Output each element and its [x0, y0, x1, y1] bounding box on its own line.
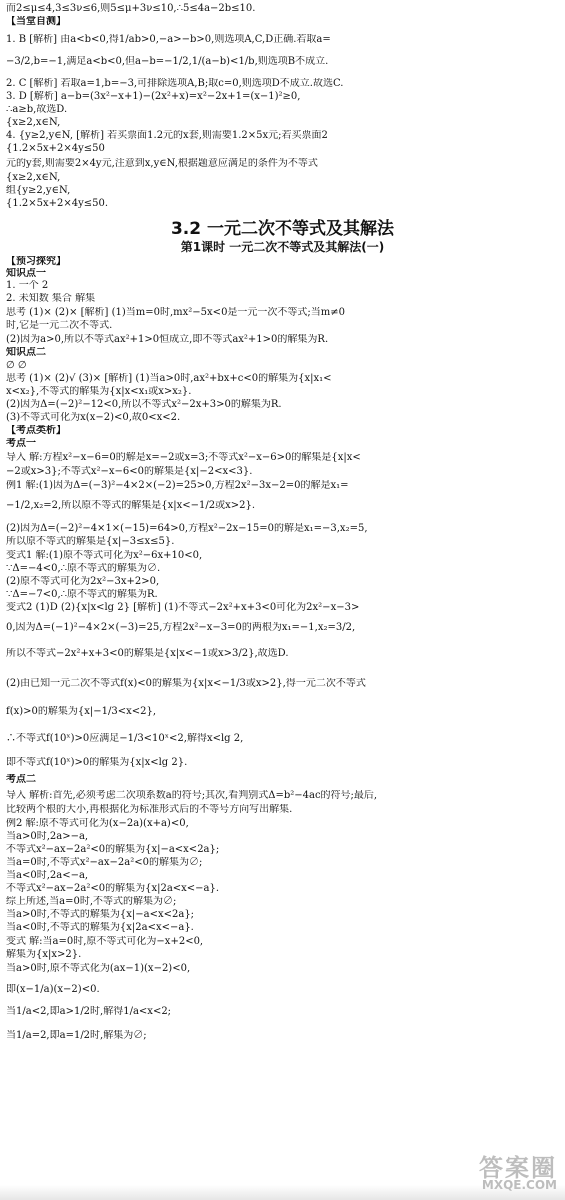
text-line: (3)不等式可化为x(x−2)<0,故0<x<2.	[6, 412, 181, 423]
text-line: 当a>0时,原不等式化为(ax−1)(x−2)<0,	[6, 963, 191, 974]
text-line: 2. 未知数 集合 解集	[6, 293, 96, 304]
text-line: 当a>0时,不等式的解集为{x|−a<x<2a};	[6, 909, 195, 920]
text-line: 当a<0时,不等式的解集为{x|2a<x<−a}.	[6, 922, 194, 933]
text-line: ∴a≥b,故选D.	[6, 104, 68, 115]
subsection-heading: 知识点二	[6, 347, 46, 358]
text-line: 组{y≥2,y∈N,	[6, 185, 71, 196]
text-line: ∵Δ=−7<0,∴原不等式的解集为R.	[6, 589, 158, 600]
text-line: f(x)>0的解集为{x|−1/3<x<2},	[6, 706, 157, 717]
text-line: 思考 (1)× (2)√ (3)× [解析] (1)当a>0时,ax²+bx+c<0的解集为{x|x₁<	[6, 373, 332, 384]
text-line: 不等式x²−ax−2a²<0的解集为{x|2a<x<−a}.	[6, 883, 220, 894]
text-line: −2或x>3};不等式x²−x−6<0的解集是{x|−2<x<3}.	[6, 466, 253, 477]
text-line: (2)因为Δ=(−2)²−12<0,所以不等式x²−2x+3>0的解集为R.	[6, 399, 282, 410]
text-line: 4. {y≥2,y∈N, [解析] 若买票面1.2元的x套,则需要1.2×5x元;若买票面2	[6, 130, 328, 141]
text-line: (2)因为a>0,所以不等式ax²+1>0恒成立,即不等式ax²+1>0的解集为R.	[6, 334, 329, 345]
watermark-text: 答案圈	[479, 1154, 557, 1182]
subsection-heading: 考点一	[6, 438, 36, 449]
text-line: 0,因为Δ=(−1)²−4×2×(−3)=25,方程2x²−x−3=0的两根为x₁=−1,x₂=3/2,	[6, 622, 356, 633]
subsection-heading: 考点二	[6, 774, 36, 785]
text-line: (2)因为Δ=(−2)²−4×1×(−15)=64>0,方程x²−2x−15=0的解是x₁=−3,x₂=5,	[6, 523, 368, 534]
text-line: 例2 解:原不等式可化为(x−2a)(x+a)<0,	[6, 818, 189, 829]
watermark-url: MXQE.COM	[481, 1178, 557, 1192]
text-line: 即不等式f(10ˣ)>0的解集为{x|x<lg 2}.	[6, 757, 188, 768]
text-line: 3. D [解析] a−b=(3x²−x+1)−(2x²+x)=x²−2x+1=(x−1)²≥0,	[6, 91, 301, 102]
text-line: 变式 解:当a=0时,原不等式可化为−x+2<0,	[6, 936, 204, 947]
text-line: ∴不等式f(10ˣ)>0应满足−1/3<10ˣ<2,解得x<lg 2,	[6, 733, 244, 744]
section-heading: 【预习探究】	[6, 256, 66, 267]
lesson-subtitle: 第1课时 一元二次不等式及其解法(一)	[180, 240, 385, 254]
watermark-logo	[417, 1148, 557, 1194]
section-heading: 【当堂自测】	[6, 16, 66, 27]
text-line: −1/2,x₂=2,所以原不等式的解集是{x|x<−1/2或x>2}.	[6, 500, 256, 511]
text-line: 所以原不等式的解集是{x|−3≤x≤5}.	[6, 536, 175, 547]
text-line: 解集为{x|x>2}.	[6, 949, 82, 960]
text-line: 即(x−1/a)(x−2)<0.	[6, 984, 100, 995]
text-line: 导入 解:方程x²−x−6=0的解是x=−2或x=3;不等式x²−x−6>0的解集是{x|x<	[6, 452, 361, 463]
text-line: {x≥2,x∈N,	[6, 172, 61, 183]
text-line: 当1/a=2,即a=1/2时,解集为∅;	[6, 1030, 147, 1041]
text-line: 变式1 解:(1)原不等式可化为x²−6x+10<0,	[6, 550, 203, 561]
text-line: 时,它是一元二次不等式.	[6, 320, 113, 331]
text-line: {1.2×5x+2×4y≤50.	[6, 198, 109, 209]
text-line: 元的y套,则需要2×4y元,注意到x,y∈N,根据题意应满足的条件为不等式	[6, 158, 318, 169]
text-line: 变式2 (1)D (2){x|x<lg 2} [解析] (1)不等式−2x²+x+3<0可化为2x²−x−3>	[6, 602, 360, 613]
text-line: x<x₂},不等式的解集为{x|x<x₁或x>x₂}.	[6, 386, 192, 397]
text-line: 所以不等式−2x²+x+3<0的解集是{x|x<−1或x>3/2},故选D.	[6, 648, 289, 659]
text-line: 综上所述,当a=0时,不等式的解集为∅;	[6, 896, 177, 907]
text-line: 当a=0时,不等式x²−ax−2a²<0的解集为∅;	[6, 857, 203, 868]
text-line: 1. B [解析] 由a<b<0,得1/ab>0,−a>−b>0,则选项A,C,D正确.若取a=	[6, 34, 331, 45]
text-line: (2)原不等式可化为2x²−3x+2>0,	[6, 576, 160, 587]
text-line: ∅ ∅	[6, 360, 27, 371]
subsection-heading: 知识点一	[6, 268, 46, 279]
text-line: (2)由已知一元二次不等式f(x)<0的解集为{x|x<−1/3或x>2},得一元二次不等式	[6, 678, 366, 689]
text-line: 不等式x²−ax−2a²<0的解集为{x|−a<x<2a};	[6, 844, 220, 855]
text-line: 2. C [解析] 若取a=1,b=−3,可排除选项A,B;取c=0,则选项D不成立.故选C.	[6, 78, 344, 89]
text-line: 思考 (1)× (2)× [解析] (1)当m=0时,mx²−5x<0是一元一次不等式;当m≠0	[6, 307, 346, 318]
text-line: {x≥2,x∈N,	[6, 117, 61, 128]
text-line: 当1/a<2,即a>1/2时,解得1/a<x<2;	[6, 1006, 172, 1017]
section-title: 3.2 一元二次不等式及其解法	[170, 219, 395, 239]
text-line: 当a>0时,2a>−a,	[6, 831, 89, 842]
text-line: −3/2,b=−1,满足a<b<0,但a−b=−1/2,1/(a−b)<1/b,则选项B不成立.	[6, 56, 329, 67]
text-line: {1.2×5x+2×4y≤50	[6, 143, 105, 154]
text-line: 导入 解析:首先,必须考虑二次项系数a的符号;其次,看判别式Δ=b²−4ac的符号;最后,	[6, 790, 378, 801]
text-line: 而2≤μ≤4,3≤3ν≤6,则5≤μ+3ν≤10,∴5≤4a−2b≤10.	[6, 3, 256, 14]
section-heading: 【考点类析】	[6, 425, 66, 436]
text-line: 比较两个根的大小,再根据化为标准形式后的不等号方向写出解集.	[6, 804, 293, 815]
text-line: 当a<0时,2a<−a,	[6, 870, 89, 881]
text-line: 例1 解:(1)因为Δ=(−3)²−4×2×(−2)=25>0,方程2x²−3x−2=0的解是x₁=	[6, 480, 349, 491]
text-line: ∵Δ=−4<0,∴原不等式的解集为∅.	[6, 563, 161, 574]
text-line: 1. 一个 2	[6, 280, 49, 291]
